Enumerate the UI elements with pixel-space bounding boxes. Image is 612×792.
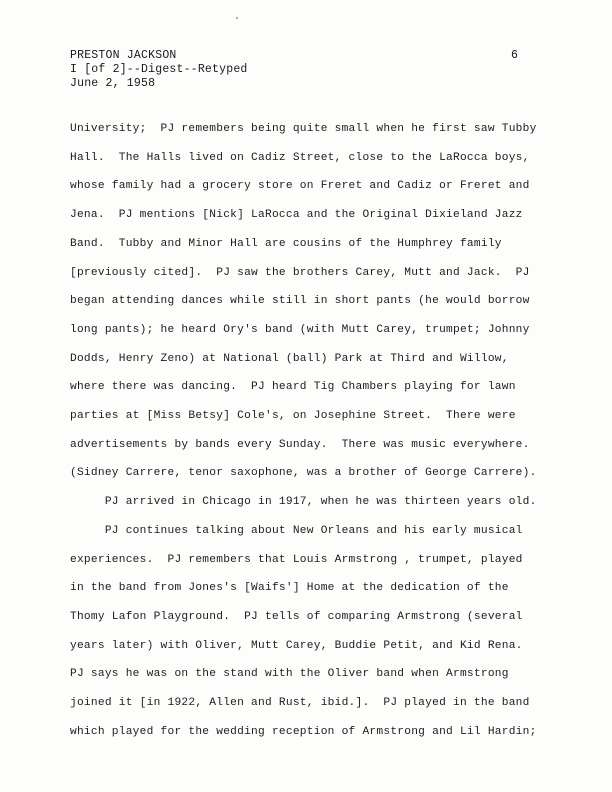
paper-speck — [236, 17, 238, 19]
text-line: PJ says he was on the stand with the Oliver band when Armstrong — [70, 668, 509, 681]
text-line: began attending dances while still in short pants (he would borrow — [70, 295, 530, 308]
text-line: whose family had a grocery store on Freret and Cadiz or Freret and — [70, 180, 530, 193]
text-line: PJ continues talking about New Orleans and his early musical — [70, 524, 523, 537]
text-line: advertisements by bands every Sunday. There was music everywhere. — [70, 438, 530, 451]
text-line: Dodds, Henry Zeno) at National (ball) Park at Third and Willow, — [70, 352, 509, 365]
text-line: Jena. PJ mentions [Nick] LaRocca and the Original Dixieland Jazz — [70, 209, 523, 222]
text-line: years later) with Oliver, Mutt Carey, Buddie Petit, and Kid Rena. — [70, 639, 523, 652]
text-line: long pants); he heard Ory's band (with Mutt Carey, trumpet; Johnny — [70, 323, 530, 336]
interview-date: June 2, 1958 — [70, 77, 156, 90]
text-line: which played for the wedding reception of Armstrong and Lil Hardin; — [70, 725, 537, 738]
text-line: in the band from Jones's [Waifs'] Home at the dedication of the — [70, 582, 509, 595]
text-line: where there was dancing. PJ heard Tig Chambers playing for lawn — [70, 381, 516, 394]
text-line: Hall. The Halls lived on Cadiz Street, close to the LaRocca boys, — [70, 151, 530, 164]
text-line: experiences. PJ remembers that Louis Armstrong , trumpet, played — [70, 553, 523, 566]
text-line: [previously cited]. PJ saw the brothers Carey, Mutt and Jack. PJ — [70, 266, 530, 279]
text-line: Thomy Lafon Playground. PJ tells of comparing Armstrong (several — [70, 610, 523, 623]
document-descriptor: I [of 2]--Digest--Retyped — [70, 63, 248, 76]
text-line: (Sidney Carrere, tenor saxophone, was a brother of George Carrere). — [70, 467, 537, 480]
interviewee-name: PRESTON JACKSON — [70, 49, 177, 62]
text-line: parties at [Miss Betsy] Cole's, on Josephine Street. There were — [70, 410, 516, 422]
text-line: Band. Tubby and Minor Hall are cousins of the Humphrey family — [70, 237, 502, 250]
text-line: joined it [in 1922, Allen and Rust, ibid.]. PJ played in the band — [70, 697, 530, 709]
text-line: PJ arrived in Chicago in 1917, when he was thirteen years old. — [70, 496, 537, 509]
text-line: University; PJ remembers being quite small when he first saw Tubby — [70, 123, 537, 135]
page-number: 6 — [511, 49, 518, 62]
